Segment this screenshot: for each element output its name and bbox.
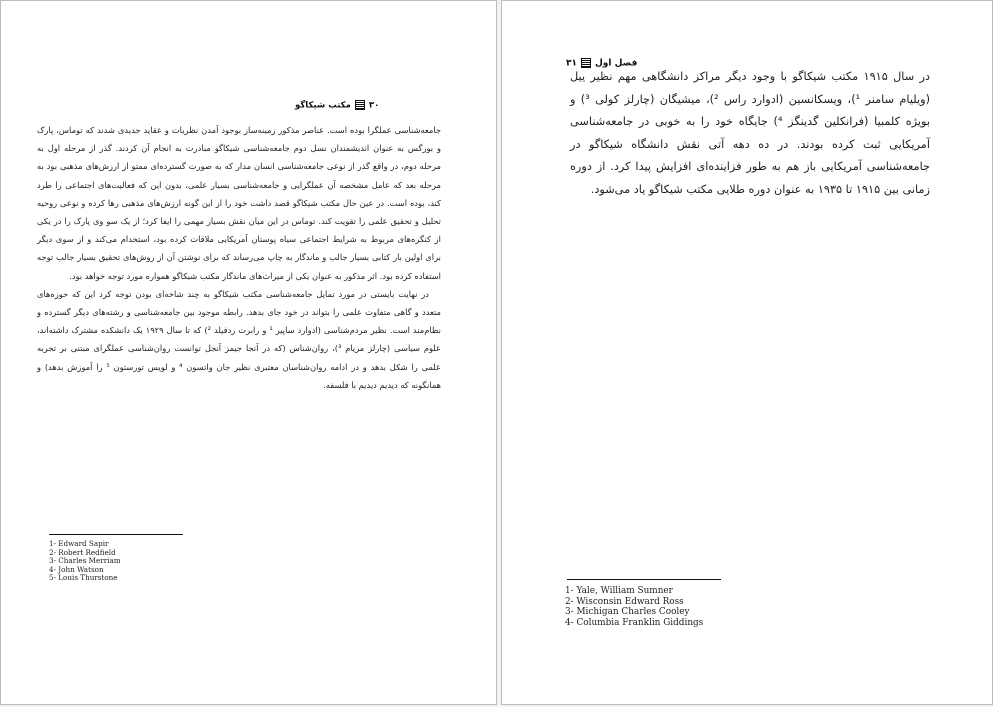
left-footnotes: [49, 540, 121, 583]
left-page-number: ۳۰: [368, 100, 380, 111]
paragraph: در سال ۱۹۱۵ مکتب شیکاگو با وجود دیگر مراکز دانشگاهی مهم نظیر ییل (ویلیام سامنر ¹)، ویسکانسین (ادوارد راس ²)، میشیگان (چارلز کولی ³) و بویژه کلمبیا (فرانکلین گدینگز ⁴) جایگاه خود را به خوبی در جامعه‌شناسی آمریکایی ثبت کرده بودند. در ده دهه آتی نقش دانشگاه شیکاگو در جامعه‌شناسی آمریکایی باز هم به طور فزاینده‌ای افزایش پیدا کرد. از دوره زمانی بین ۱۹۱۵ تا ۱۹۳۵ به عنوان دوره طلایی مکتب شیکاگو یاد می‌شود.: [570, 70, 931, 196]
right-body-text: [570, 66, 930, 201]
footnote-separator: [567, 579, 721, 580]
left-body-text: [37, 121, 441, 394]
left-running-title: مکتب شیکاگو: [295, 100, 351, 111]
right-running-title: فصل اول: [595, 58, 638, 69]
paragraph: در نهایت بایستی در مورد تمایل جامعه‌شناسی مکتب شیکاگو به چند شاخه‌ای بودن توجه کرد این که حوزه‌های متعدد و گاهی متفاوت علمی را بتواند در خود جای بدهد. رابطه موجود بین جامعه‌شناسی و رشته‌های دیگر گسترده و نظام‌مند است. نظیر مردم‌شناسی (ادوارد ساپیر ¹ و رابرت ردفیلد ²) که تا سال ۱۹۲۹ یک دانشکده مشترک داشته‌اند، علوم سیاسی (چارلز مریام ³)، روان‌شناس (که در آنجا جیمز آنجل توانست روان‌شناسی عملگرای مبتنی بر تجربه علمی را شکل بدهد و در ادامه روان‌شناسان معتبری نظیر جان واتسون ⁴ و لویس تورستون ⁵ را آموزش بدهد) و همانگونه که دیدیم دیدیم با فلسفه.: [37, 288, 441, 390]
paragraph: جامعه‌شناسی عملگرا بوده است. عناصر مذکور زمینه‌ساز بوجود آمدن نظریات و عقاید جدیدی شدند که توماس، پارک و بورگس به عنوان اندیشمندان نسل دوم جامعه‌شناسی شیکاگو مبادرت به انجام آن کردند. گذر از مرحله اول به مرحله دوم، در واقع گذر از نوعی جامعه‌شناسی انسان مدار که به صورت گسترده‌ای ممتو از ارزش‌های مذهبی بود به مرحله بعد که عامل مشخصه آن عملگرایی و جامعه‌شناسی بسیار علمی، بدون این که فعالیت‌های اجتماعی را طرد کند، بوده است. در عین حال مکتب شیکاگو قصد داشت خود را از این گونه ارزش‌های مذهبی رها کرده و نوعی روحیه تحلیل و تحقیق علمی را تقویت کند. توماس در این میان نقش بسیار مهمی را ایفا کرد؛ از یک سو وی پارک را در یکی از کنگره‌های مربوط به شرایط اجتماعی سیاه پوستان آمریکایی ملاقات کرده بود، استخدام می‌کند و از سوی دیگر برای اولین بار کتابی بسیار جالب و ماندگار به چاپ می‌رساند که برای نوشتن آن از روش‌های تحقیق بسیار جالب توجه استفاده کرده بود. اثر مذکور به عنوان یکی از میراث‌های ماندگار مکتب شیکاگو همواره مورد توجه خواهد بود.: [37, 125, 441, 281]
right-page-number: ۳۱: [566, 58, 577, 69]
footnote: 1- Yale, William Sumner: [565, 586, 673, 596]
footnote: 5- Louis Thurstone: [49, 573, 118, 583]
footnote: 1- Edward Sapir: [49, 539, 109, 548]
footnote-separator: [49, 534, 183, 535]
left-page-header: [295, 100, 379, 111]
right-page: [501, 0, 993, 705]
ornament-square-icon: [355, 100, 365, 110]
footnote: 3- Michigan Charles Cooley: [565, 607, 690, 618]
footnote: 4- Columbia Franklin Giddings: [565, 617, 704, 628]
left-page: [0, 0, 497, 705]
right-footnotes: [565, 586, 703, 628]
footnote: 2- Robert Redfield: [49, 547, 116, 557]
footnote: 4- John Watson: [49, 564, 104, 574]
footnote: 2- Wisconsin Edward Ross: [565, 596, 684, 607]
footnote: 3- Charles Merriam: [49, 556, 121, 566]
